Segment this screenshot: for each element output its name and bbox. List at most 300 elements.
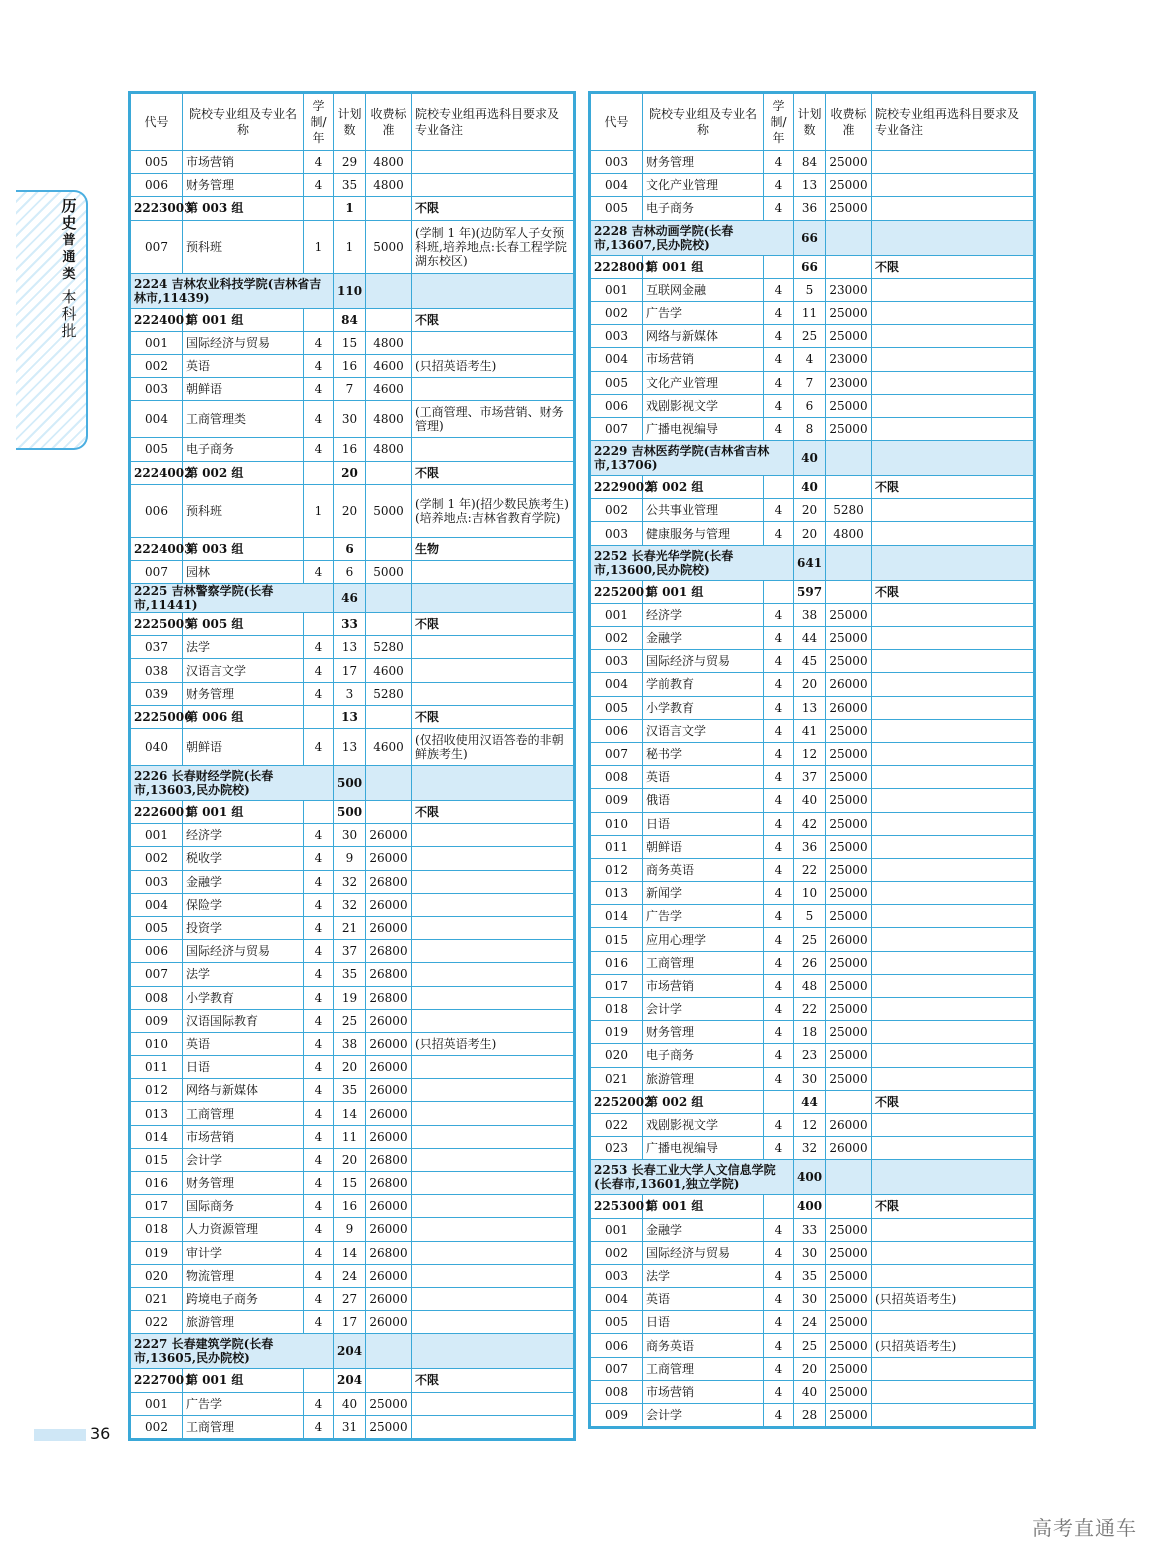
major-years: 4 [764,394,794,417]
major-fee: 23000 [826,371,872,394]
major-years: 4 [304,1056,334,1079]
major-code: 016 [591,951,643,974]
major-fee: 4600 [366,729,412,766]
group-name: 第 003 组 [183,537,304,560]
major-row [131,560,574,583]
college-plan: 66 [794,220,826,255]
major-years: 4 [764,650,794,673]
major-remark [412,1311,574,1334]
major-name: 英语 [643,1288,764,1311]
left-body [131,151,574,1439]
college-plan: 204 [334,1334,366,1369]
major-years: 4 [764,325,794,348]
college-name: 2226 长春财经学院(长春市,13603,民办院校) [131,766,334,801]
major-plan: 15 [334,331,366,354]
major-years: 4 [304,916,334,939]
major-name: 工商管理类 [183,401,304,438]
major-name: 税收学 [183,847,304,870]
major-name: 广告学 [183,1392,304,1415]
college-remark [412,1334,574,1369]
group-years [764,1195,794,1218]
major-row [591,882,1034,905]
major-years: 4 [764,1137,794,1160]
major-name: 国际经济与贸易 [183,331,304,354]
major-fee: 4600 [366,378,412,401]
major-code: 021 [131,1287,183,1310]
major-remark [412,963,574,986]
major-plan: 30 [794,1067,826,1090]
major-years: 4 [764,197,794,220]
major-fee: 25000 [826,1241,872,1264]
major-remark [412,378,574,401]
major-row [131,1311,574,1334]
major-plan: 15 [334,1172,366,1195]
major-fee: 25000 [826,882,872,905]
major-remark [872,998,1034,1021]
major-code: 006 [591,719,643,742]
group-code: 2225005 [131,613,183,636]
major-code: 006 [131,174,183,197]
major-remark [872,1021,1034,1044]
major-name: 公共事业管理 [643,499,764,522]
major-row [591,835,1034,858]
major-years: 4 [764,742,794,765]
major-plan: 6 [794,394,826,417]
major-name: 经济学 [183,824,304,847]
group-row [131,1369,574,1392]
major-fee: 25000 [826,301,872,324]
major-plan: 7 [334,378,366,401]
major-remark [412,636,574,659]
major-name: 广告学 [643,301,764,324]
major-code: 020 [131,1264,183,1287]
left-grid [130,93,574,1439]
major-years: 4 [764,522,794,545]
major-years: 4 [304,729,334,766]
major-name: 会计学 [183,1148,304,1171]
major-row [591,1021,1034,1044]
major-fee: 25000 [826,719,872,742]
major-remark: (学制 1 年)(边防军人子女预科班,培养地点:长春工程学院湖东校区) [412,220,574,273]
major-code: 007 [131,560,183,583]
major-fee: 5280 [826,499,872,522]
college-fee [366,766,412,801]
major-plan: 5 [794,278,826,301]
major-fee: 25000 [826,1021,872,1044]
major-fee: 25000 [826,603,872,626]
major-row [591,1311,1034,1334]
major-name: 英语 [183,354,304,377]
major-fee: 26000 [366,1056,412,1079]
major-remark: (仅招收使用汉语答卷的非朝鲜族考生) [412,729,574,766]
major-remark [412,682,574,705]
major-code: 012 [591,858,643,881]
group-years [304,801,334,824]
major-plan: 29 [334,151,366,174]
major-plan: 37 [334,940,366,963]
group-fee [366,308,412,331]
major-years: 4 [304,659,334,682]
major-code: 005 [591,696,643,719]
major-name: 学前教育 [643,673,764,696]
major-code: 039 [131,682,183,705]
group-code: 2252002 [591,1090,643,1113]
major-years: 4 [764,766,794,789]
side-label [58,198,80,340]
major-years: 4 [764,882,794,905]
major-plan: 18 [794,1021,826,1044]
college-remark [412,766,574,801]
group-fee [366,1369,412,1392]
major-name: 小学教育 [643,696,764,719]
college-row [131,1334,574,1369]
group-requirement: 不限 [412,308,574,331]
college-plan: 40 [794,441,826,476]
major-name: 国际经济与贸易 [643,650,764,673]
major-code: 018 [591,998,643,1021]
major-years: 4 [304,354,334,377]
major-fee: 26000 [366,1079,412,1102]
major-remark [412,1218,574,1241]
major-remark [872,1067,1034,1090]
group-name: 第 005 组 [183,613,304,636]
major-code: 007 [591,417,643,440]
major-code: 022 [131,1311,183,1334]
major-code: 010 [591,812,643,835]
major-plan: 25 [794,928,826,951]
college-fee [366,584,412,613]
major-remark [872,1218,1034,1241]
group-requirement: 不限 [412,613,574,636]
major-fee: 25000 [826,998,872,1021]
major-name: 电子商务 [643,197,764,220]
major-plan: 21 [334,916,366,939]
major-remark [872,951,1034,974]
major-name: 金融学 [643,1218,764,1241]
group-row [131,461,574,484]
major-plan: 32 [794,1137,826,1160]
major-code: 001 [591,603,643,626]
major-years: 4 [304,560,334,583]
major-row [591,928,1034,951]
major-row [131,1009,574,1032]
major-name: 投资学 [183,916,304,939]
major-name: 日语 [643,812,764,835]
major-name: 日语 [643,1311,764,1334]
major-code: 002 [591,499,643,522]
major-remark [872,1311,1034,1334]
major-row [131,174,574,197]
major-fee: 25000 [366,1392,412,1415]
major-fee: 25000 [826,1044,872,1067]
major-fee: 25000 [826,951,872,974]
college-plan: 400 [794,1160,826,1195]
major-remark [872,348,1034,371]
major-fee: 25000 [826,1357,872,1380]
major-plan: 16 [334,438,366,461]
college-fee [826,220,872,255]
major-remark [872,499,1034,522]
major-plan: 22 [794,998,826,1021]
major-name: 汉语言文学 [183,659,304,682]
major-fee: 25000 [826,1311,872,1334]
major-fee: 26800 [366,940,412,963]
college-fee [826,441,872,476]
right-header-row [591,94,1034,151]
major-fee: 5000 [366,484,412,537]
major-row [591,197,1034,220]
major-name: 审计学 [183,1241,304,1264]
major-remark [872,1044,1034,1067]
major-fee: 26000 [366,1218,412,1241]
major-plan: 32 [334,893,366,916]
major-fee: 26000 [366,847,412,870]
major-plan: 4 [794,348,826,371]
group-name: 第 001 组 [643,255,764,278]
major-fee: 25000 [826,766,872,789]
major-plan: 20 [794,1357,826,1380]
group-name: 第 001 组 [183,308,304,331]
major-code: 006 [591,394,643,417]
major-plan: 30 [334,401,366,438]
major-row [131,151,574,174]
major-name: 网络与新媒体 [643,325,764,348]
major-remark [412,331,574,354]
major-name: 市场营销 [643,1380,764,1403]
right-table [588,91,1036,1429]
major-name: 财务管理 [183,682,304,705]
major-plan: 5 [794,905,826,928]
college-name: 2252 长春光华学院(长春市,13600,民办院校) [591,545,794,580]
major-plan: 30 [794,1288,826,1311]
major-plan: 33 [794,1218,826,1241]
major-code: 002 [591,627,643,650]
group-fee [826,255,872,278]
major-name: 法学 [183,963,304,986]
major-row [131,893,574,916]
major-code: 001 [131,1392,183,1415]
major-name: 预科班 [183,220,304,273]
major-fee: 25000 [826,858,872,881]
group-code: 2229002 [591,476,643,499]
major-code: 010 [131,1032,183,1055]
major-plan: 37 [794,766,826,789]
major-row [591,696,1034,719]
major-code: 009 [591,789,643,812]
group-code: 2226001 [131,801,183,824]
major-plan: 40 [794,1380,826,1403]
major-row [591,1264,1034,1287]
major-years: 4 [304,331,334,354]
major-plan: 19 [334,986,366,1009]
major-code: 002 [131,354,183,377]
major-remark [412,174,574,197]
major-code: 007 [131,220,183,273]
group-fee [366,461,412,484]
major-plan: 13 [334,729,366,766]
major-years: 4 [764,174,794,197]
header-name: 院校专业组及专业名称 [183,94,304,151]
major-years: 4 [764,1334,794,1357]
major-remark [412,1241,574,1264]
major-plan: 17 [334,1311,366,1334]
major-plan: 38 [794,603,826,626]
major-years: 4 [304,636,334,659]
major-remark [872,301,1034,324]
group-plan: 1 [334,197,366,220]
major-code: 021 [591,1067,643,1090]
major-row [591,951,1034,974]
major-years: 4 [304,438,334,461]
group-requirement: 不限 [412,461,574,484]
major-years: 4 [764,905,794,928]
major-remark [872,650,1034,673]
major-row [131,354,574,377]
group-code: 2253001 [591,1195,643,1218]
major-fee: 26000 [366,1195,412,1218]
major-years: 4 [304,378,334,401]
major-plan: 13 [794,174,826,197]
major-years: 4 [304,1032,334,1055]
college-row [131,273,574,308]
major-years: 4 [764,627,794,650]
major-remark [412,1287,574,1310]
major-years: 4 [764,348,794,371]
major-code: 019 [591,1021,643,1044]
major-code: 008 [591,766,643,789]
side-batch: 本科批 [61,288,77,340]
major-name: 财务管理 [183,174,304,197]
major-years: 4 [304,870,334,893]
college-fee [366,1334,412,1369]
college-name: 2228 吉林动画学院(长春市,13607,民办院校) [591,220,794,255]
major-years: 4 [764,1380,794,1403]
major-years: 4 [764,1241,794,1264]
group-fee [366,613,412,636]
group-plan: 400 [794,1195,826,1218]
major-remark [412,986,574,1009]
major-remark [872,1357,1034,1380]
major-code: 006 [131,484,183,537]
group-code: 2228001 [591,255,643,278]
major-remark [872,417,1034,440]
major-remark [412,893,574,916]
major-plan: 35 [334,1079,366,1102]
major-row [131,438,574,461]
major-code: 005 [131,438,183,461]
major-code: 023 [591,1137,643,1160]
major-remark [412,1102,574,1125]
major-years: 4 [764,928,794,951]
major-name: 朝鲜语 [183,378,304,401]
major-fee: 25000 [826,812,872,835]
major-code: 002 [131,1415,183,1438]
major-years: 4 [304,847,334,870]
college-row [591,545,1034,580]
major-code: 003 [591,151,643,174]
major-fee: 25000 [826,1067,872,1090]
group-plan: 204 [334,1369,366,1392]
major-remark [872,974,1034,997]
major-remark: (只招英语考生) [872,1288,1034,1311]
major-plan: 20 [334,1056,366,1079]
major-years: 1 [304,484,334,537]
page-number: 36 [90,1424,111,1443]
major-fee: 25000 [826,1404,872,1427]
major-row [591,719,1034,742]
major-name: 电子商务 [183,438,304,461]
major-code: 003 [131,378,183,401]
group-plan: 20 [334,461,366,484]
major-fee: 26000 [826,1113,872,1136]
major-plan: 3 [334,682,366,705]
group-row [591,1195,1034,1218]
major-name: 秘书学 [643,742,764,765]
major-years: 4 [304,1241,334,1264]
major-row [131,986,574,1009]
group-code: 2227001 [131,1369,183,1392]
major-row [591,650,1034,673]
major-row [131,659,574,682]
major-row [131,636,574,659]
major-remark: (工商管理、市场营销、财务管理) [412,401,574,438]
major-fee: 26000 [366,916,412,939]
major-fee: 4800 [366,438,412,461]
major-plan: 31 [334,1415,366,1438]
group-name: 第 001 组 [183,801,304,824]
group-requirement: 不限 [872,1090,1034,1113]
major-remark: (学制 1 年)(招少数民族考生)(培养地点:吉林省教育学院) [412,484,574,537]
group-code: 2225006 [131,705,183,728]
group-row [591,1090,1034,1113]
major-plan: 30 [334,824,366,847]
group-plan: 84 [334,308,366,331]
major-code: 013 [131,1102,183,1125]
college-remark [412,273,574,308]
major-plan: 12 [794,742,826,765]
major-name: 旅游管理 [643,1067,764,1090]
major-plan: 22 [794,858,826,881]
major-years: 4 [304,1311,334,1334]
major-row [591,499,1034,522]
major-row [591,812,1034,835]
major-fee: 26800 [366,963,412,986]
group-fee [366,705,412,728]
major-years: 4 [764,696,794,719]
group-row [131,801,574,824]
major-fee: 26000 [366,1009,412,1032]
group-fee [826,476,872,499]
major-plan: 84 [794,151,826,174]
group-years [304,537,334,560]
major-code: 004 [591,174,643,197]
major-code: 001 [591,278,643,301]
group-row [591,255,1034,278]
major-remark [412,151,574,174]
major-years: 4 [764,1288,794,1311]
side-category: 历史 [61,197,77,232]
major-plan: 8 [794,417,826,440]
major-remark: (只招英语考生) [872,1334,1034,1357]
major-fee: 25000 [826,394,872,417]
major-remark [412,1264,574,1287]
major-plan: 36 [794,835,826,858]
group-plan: 33 [334,613,366,636]
major-fee: 25000 [366,1415,412,1438]
major-years: 4 [764,603,794,626]
major-fee: 25000 [826,650,872,673]
major-years: 4 [764,998,794,1021]
